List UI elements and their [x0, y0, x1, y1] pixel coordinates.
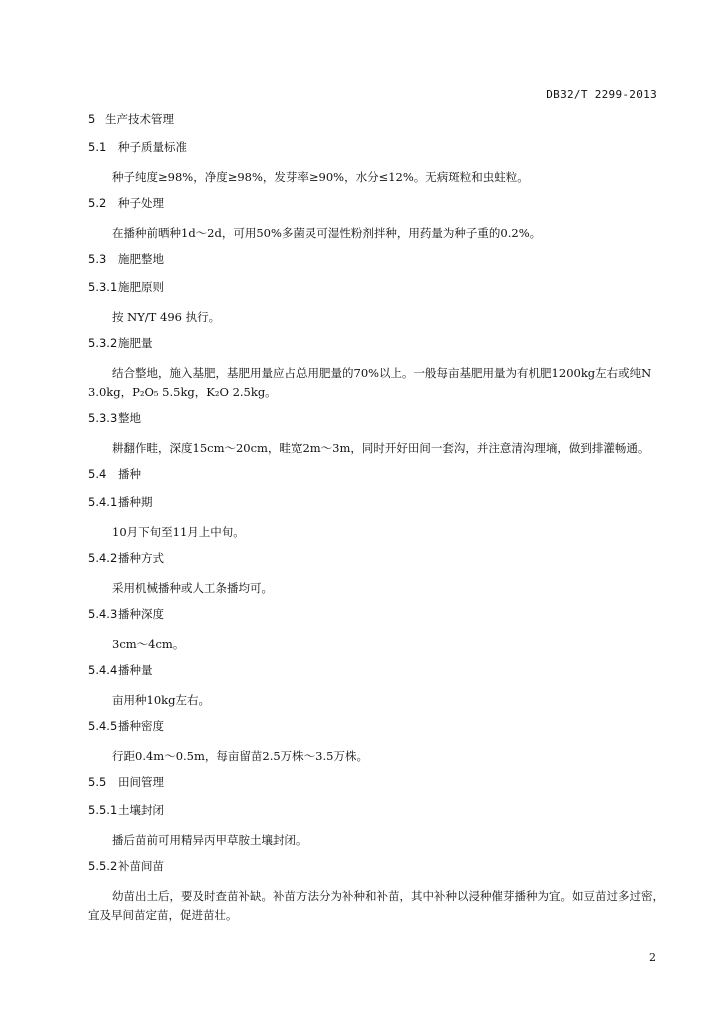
- body-paragraph: 播后苗前可用精异丙甲草胺土壤封闭。: [112, 833, 308, 847]
- body-paragraph: 采用机械播种或人工条播均可。: [112, 581, 273, 595]
- section-heading: [88, 551, 664, 579]
- section-number: 5: [88, 112, 96, 126]
- section-title: 施肥整地: [118, 252, 164, 266]
- document-body: [88, 112, 664, 934]
- section-number: 5.1: [88, 140, 107, 154]
- section-number: 5.5.2: [88, 859, 118, 873]
- section-heading: [88, 280, 664, 308]
- body-paragraph: 按 NY/T 496 执行。: [112, 310, 221, 324]
- section-title: 种子处理: [118, 196, 164, 210]
- section-heading: [88, 196, 664, 224]
- section-title: 土壤封闭: [118, 803, 164, 817]
- section-title: 播种方式: [118, 551, 164, 565]
- body-paragraph: 种子纯度≥98%，净度≥98%，发芽率≥90%，水分≤12%。无病斑粒和虫蛀粒。: [112, 170, 529, 184]
- section-heading: [88, 859, 664, 887]
- section-number: 5.4.1: [88, 495, 118, 509]
- body-paragraph: 10月下旬至11月上中旬。: [112, 525, 245, 539]
- section-title: 播种期: [118, 495, 153, 509]
- section-number: 5.3.2: [88, 336, 118, 350]
- section-number: 5.2: [88, 196, 107, 210]
- section-number: 5.3.1: [88, 280, 118, 294]
- section-heading: [88, 467, 664, 495]
- section-title: 播种密度: [118, 719, 164, 733]
- section-number: 5.3.3: [88, 411, 118, 425]
- section-heading: [88, 336, 664, 364]
- document-code: DB32/T 2299-2013: [546, 88, 657, 101]
- section-heading: [88, 775, 664, 803]
- body-paragraph: 结合整地，施入基肥，基肥用量应占总用肥量的70%以上。一般每亩基肥用量为有机肥1200kg左右或纯N 3.0kg，P₂O₅ 5.5kg，K₂O 2.5kg。: [88, 366, 652, 399]
- section-number: 5.4.5: [88, 719, 118, 733]
- section-title: 种子质量标准: [118, 140, 187, 154]
- section-heading: [88, 663, 664, 691]
- section-heading: [88, 803, 664, 831]
- section-number: 5.4.4: [88, 663, 118, 677]
- section-number: 5.4.3: [88, 607, 118, 621]
- section-heading: [88, 495, 664, 523]
- section-title: 播种深度: [118, 607, 164, 621]
- section-title: 播种: [118, 467, 141, 481]
- page-number: 2: [649, 951, 656, 964]
- section-title: 整地: [118, 411, 141, 425]
- body-paragraph: 行距0.4m～0.5m，每亩留苗2.5万株～3.5万株。: [112, 749, 368, 763]
- section-number: 5.4.2: [88, 551, 118, 565]
- section-heading: [88, 140, 664, 168]
- section-title: 施肥量: [118, 336, 153, 350]
- section-title: 补苗间苗: [118, 859, 164, 873]
- section-title: 施肥原则: [118, 280, 164, 294]
- body-paragraph: 3cm～4cm。: [112, 637, 185, 651]
- section-title: 播种量: [118, 663, 153, 677]
- section-number: 5.5: [88, 775, 107, 789]
- section-number: 5.3: [88, 252, 107, 266]
- section-heading: [88, 112, 664, 140]
- section-heading: [88, 719, 664, 747]
- body-paragraph: 亩用种10kg左右。: [112, 693, 210, 707]
- body-paragraph: 耕翻作畦，深度15cm～20cm，畦宽2m～3m，同时开好田间一套沟，并注意清沟理墒，做到排灌畅通。: [112, 441, 650, 455]
- section-title: 生产技术管理: [105, 112, 174, 126]
- section-heading: [88, 607, 664, 635]
- body-paragraph: 幼苗出土后，要及时查苗补缺。补苗方法分为补种和补苗，其中补种以浸种催芽播种为宜。如豆苗过多过密，宜及早间苗定苗，促进苗壮。: [88, 889, 664, 922]
- section-number: 5.4: [88, 467, 107, 481]
- section-title: 田间管理: [118, 775, 164, 789]
- section-heading: [88, 411, 664, 439]
- section-heading: [88, 252, 664, 280]
- body-paragraph: 在播种前晒种1d～2d，可用50%多菌灵可湿性粉剂拌种，用药量为种子重的0.2%。: [112, 226, 542, 240]
- section-number: 5.5.1: [88, 803, 118, 817]
